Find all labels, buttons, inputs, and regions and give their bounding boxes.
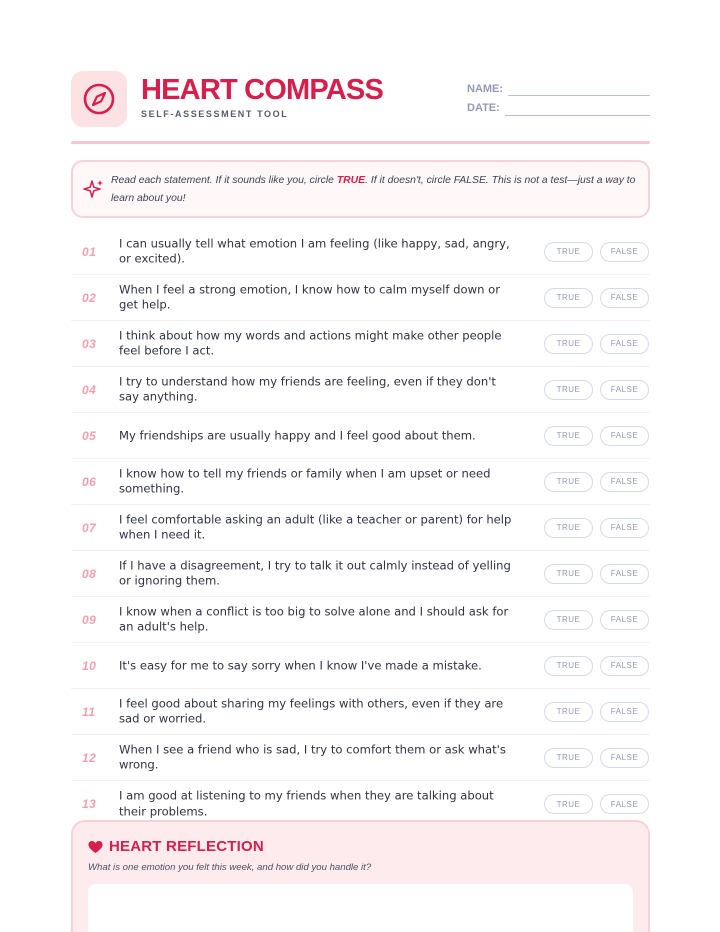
- true-option[interactable]: TRUE: [544, 610, 593, 630]
- statement-number: 12: [82, 750, 97, 765]
- statement-text: My friendships are usually happy and I feel good about them.: [119, 427, 476, 442]
- false-option[interactable]: FALSE: [600, 794, 649, 814]
- statement-text: I know when a conflict is too big to solve alone and I should ask for an adult's help.: [119, 604, 509, 634]
- true-option[interactable]: TRUE: [544, 518, 593, 538]
- true-option[interactable]: TRUE: [544, 472, 593, 492]
- true-option[interactable]: TRUE: [544, 380, 593, 400]
- statement-text: I feel good about sharing my feelings with others, even if they are sad or worried.: [119, 696, 504, 726]
- statement-text: I know how to tell my friends or family when I am upset or need something.: [119, 466, 491, 496]
- instructions-box: [71, 160, 650, 218]
- false-option[interactable]: FALSE: [600, 426, 649, 446]
- page-title: HEART COMPASS: [141, 74, 384, 106]
- false-option[interactable]: FALSE: [600, 748, 649, 768]
- statement-number: 01: [82, 244, 97, 259]
- statement-number: 13: [82, 797, 97, 811]
- true-option[interactable]: TRUE: [544, 702, 593, 722]
- statement-text: I am good at listening to my friends when they are talking about their problems.: [119, 788, 494, 818]
- true-option[interactable]: TRUE: [544, 288, 593, 308]
- statement-number: 03: [82, 336, 97, 351]
- false-option[interactable]: FALSE: [600, 564, 649, 584]
- header-divider: [71, 141, 650, 144]
- statement-row: [71, 551, 650, 597]
- statement-row: [71, 459, 650, 505]
- name-label: NAME:: [467, 83, 504, 95]
- true-option[interactable]: TRUE: [544, 426, 593, 446]
- statement-number: 11: [82, 704, 96, 719]
- heart-icon: [88, 840, 103, 854]
- statement-number: 10: [82, 658, 97, 673]
- reflection-panel: [71, 820, 650, 932]
- compass-icon: [82, 82, 116, 116]
- statement-text: I try to understand how my friends are feeling, even if they don't say anything.: [119, 374, 496, 404]
- false-option[interactable]: FALSE: [600, 702, 649, 722]
- statement-text: I feel comfortable asking an adult (like a teacher or parent) for help when I need it.: [119, 512, 512, 542]
- false-option[interactable]: FALSE: [600, 242, 649, 262]
- statement-row: [71, 505, 650, 551]
- statement-row: [71, 735, 650, 781]
- statement-text: When I see a friend who is sad, I try to comfort them or ask what's wrong.: [119, 742, 506, 772]
- instructions-text: Read each statement. If it sounds like you, circle TRUE. If it doesn't, circle FALSE. This is not a test—just a way to learn about you!: [111, 175, 636, 204]
- date-label: DATE:: [467, 102, 500, 114]
- statement-number: 08: [82, 566, 97, 581]
- statement-list: [71, 229, 650, 827]
- statement-number: 06: [82, 474, 97, 489]
- statement-row: [71, 597, 650, 643]
- logo: [71, 71, 127, 127]
- statement-row: [71, 321, 650, 367]
- sparkle-icon: [83, 178, 105, 200]
- name-field[interactable]: [508, 95, 650, 96]
- false-option[interactable]: FALSE: [600, 656, 649, 676]
- statement-number: 05: [82, 428, 97, 443]
- reflection-title: HEART REFLECTION: [109, 838, 264, 855]
- statement-row: [71, 275, 650, 321]
- page-subtitle: SELF-ASSESSMENT TOOL: [141, 109, 289, 119]
- false-option[interactable]: FALSE: [600, 472, 649, 492]
- false-option[interactable]: FALSE: [600, 518, 649, 538]
- true-option[interactable]: TRUE: [544, 564, 593, 584]
- statement-row: [71, 643, 650, 689]
- statement-number: 02: [82, 290, 97, 305]
- reflection-answer-field[interactable]: [88, 884, 633, 932]
- statement-number: 07: [82, 520, 97, 535]
- statement-row: [71, 367, 650, 413]
- statement-row: [71, 229, 650, 275]
- statement-row: [71, 689, 650, 735]
- statement-row: [71, 413, 650, 459]
- date-field[interactable]: [505, 115, 650, 116]
- statement-number: 09: [82, 612, 97, 627]
- true-option[interactable]: TRUE: [544, 242, 593, 262]
- statement-text: If I have a disagreement, I try to talk it out calmly instead of yelling or ignoring them.: [119, 558, 511, 588]
- false-option[interactable]: FALSE: [600, 610, 649, 630]
- statement-text: I can usually tell what emotion I am feeling (like happy, sad, angry, or excited).: [119, 236, 510, 266]
- false-option[interactable]: FALSE: [600, 288, 649, 308]
- statement-text: I think about how my words and actions might make other people feel before I act.: [119, 328, 502, 358]
- reflection-question: What is one emotion you felt this week, and how did you handle it?: [88, 862, 372, 873]
- statement-text: It's easy for me to say sorry when I know I've made a mistake.: [119, 657, 482, 672]
- true-option[interactable]: TRUE: [544, 794, 593, 814]
- true-option[interactable]: TRUE: [544, 656, 593, 676]
- false-option[interactable]: FALSE: [600, 380, 649, 400]
- statement-text: When I feel a strong emotion, I know how to calm myself down or get help.: [119, 282, 500, 312]
- true-option[interactable]: TRUE: [544, 334, 593, 354]
- false-option[interactable]: FALSE: [600, 334, 649, 354]
- true-highlight: TRUE: [336, 175, 366, 186]
- statement-number: 04: [82, 382, 97, 397]
- true-option[interactable]: TRUE: [544, 748, 593, 768]
